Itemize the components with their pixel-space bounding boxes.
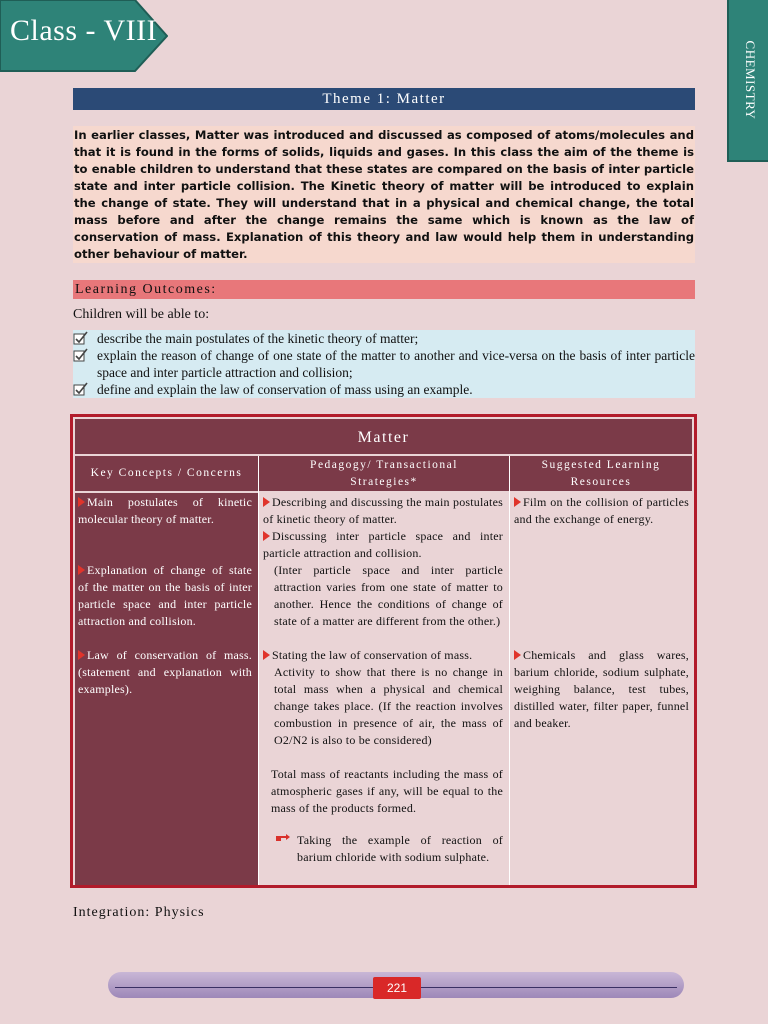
checkbox-tick-icon [73,348,88,363]
pedagogy-item: Discussing inter particle space and inter particle attraction and collision. [263,529,503,560]
column-header-concepts: Key Concepts / Concerns [75,456,258,491]
concept-item: Main postulates of kinetic molecular theory of matter. [78,495,252,526]
subject-tab [727,0,768,162]
outcome-item: describe the main postulates of the kinetic theory of matter; [73,330,695,347]
pedagogy-item: Describing and discussing the main postulates of kinetic theory of matter. [263,495,503,526]
concept-item: Explanation of change of state of the matter on the basis of inter particle space and inter particle attraction and collision. [78,563,252,628]
checkbox-tick-icon [73,382,88,397]
resource-item: Film on the collision of particles and the exchange of energy. [514,495,689,526]
bullet-triangle-icon [263,531,270,541]
pedagogy-activity: Activity to show that there is no change in total mass when a physical and chemical change takes place. (If the reaction involves combustion in presence of air, the mass of O2/N2 is also to be considered) [274,665,503,747]
bullet-triangle-icon [514,650,521,660]
bullet-triangle-icon [78,650,85,660]
class-tab [0,0,168,72]
concepts-column [75,493,258,885]
pedagogy-item: Stating the law of conservation of mass. [263,647,503,664]
learning-outcomes-list [73,330,695,398]
pointing-hand-icon [275,832,295,849]
subject-label: CHEMISTRY [742,40,758,120]
bullet-triangle-icon [78,497,85,507]
column-divider [258,456,259,885]
outcome-item: explain the reason of change of one state of the matter to another and vice-versa on the basis of inter particle space and inter particle attraction and collision; [73,347,695,381]
column-header-resources: Suggested Learning Resources [510,456,692,491]
pedagogy-note: Total mass of reactants including the mass of atmospheric gases if any, will be equal to the mass of the products formed. [271,767,503,815]
learning-outcomes-heading: Learning Outcomes: [73,280,695,299]
bullet-triangle-icon [78,565,85,575]
learning-outcomes-lead: Children will be able to: [73,307,210,322]
integration-note: Integration: Physics [73,905,205,920]
concept-item: Law of conservation of mass. (statement and explanation with examples). [78,648,252,696]
matter-table [70,414,697,888]
table-title: Matter [75,419,692,454]
class-label: Class - VIII [10,14,158,47]
theme-title: Theme 1: Matter [73,88,695,110]
bullet-triangle-icon [263,650,270,660]
bullet-triangle-icon [514,497,521,507]
page-number: 221 [373,977,421,999]
intro-paragraph: In earlier classes, Matter was introduced and discussed as composed of atoms/molecules and that it is found in the forms of solids, liquids and gases. In this class the aim of the theme is to enable children to understand that these states are compared on the basis of inter particle state and inter particle collision. The Kinetic theory of matter will be introduced to explain the change of state. They will understand that in a physical and chemical change, the total mass before and after the change remains the same which is known as the law of conservation of mass. Explanation of this theory and law would help them in understanding other behaviour of matter. [74,128,694,261]
resource-item: Chemicals and glass wares, barium chloride, sodium sulphate, weighing balance, test tubes, distilled water, filter paper, funnel and beaker. [514,648,689,730]
column-divider [509,456,510,885]
checkbox-tick-icon [73,331,88,346]
bullet-triangle-icon [263,497,270,507]
column-header-pedagogy: Pedagogy/ Transactional Strategies* [259,456,509,491]
outcome-item: define and explain the law of conservation of mass using an example. [73,381,695,398]
pedagogy-note: (Inter particle space and inter particle attraction varies from one state of matter to another. Hence the conditions of change of state of a matter are different from the other.) [274,563,503,628]
pedagogy-example: Taking the example of reaction of barium chloride with sodium sulphate. [297,833,503,864]
